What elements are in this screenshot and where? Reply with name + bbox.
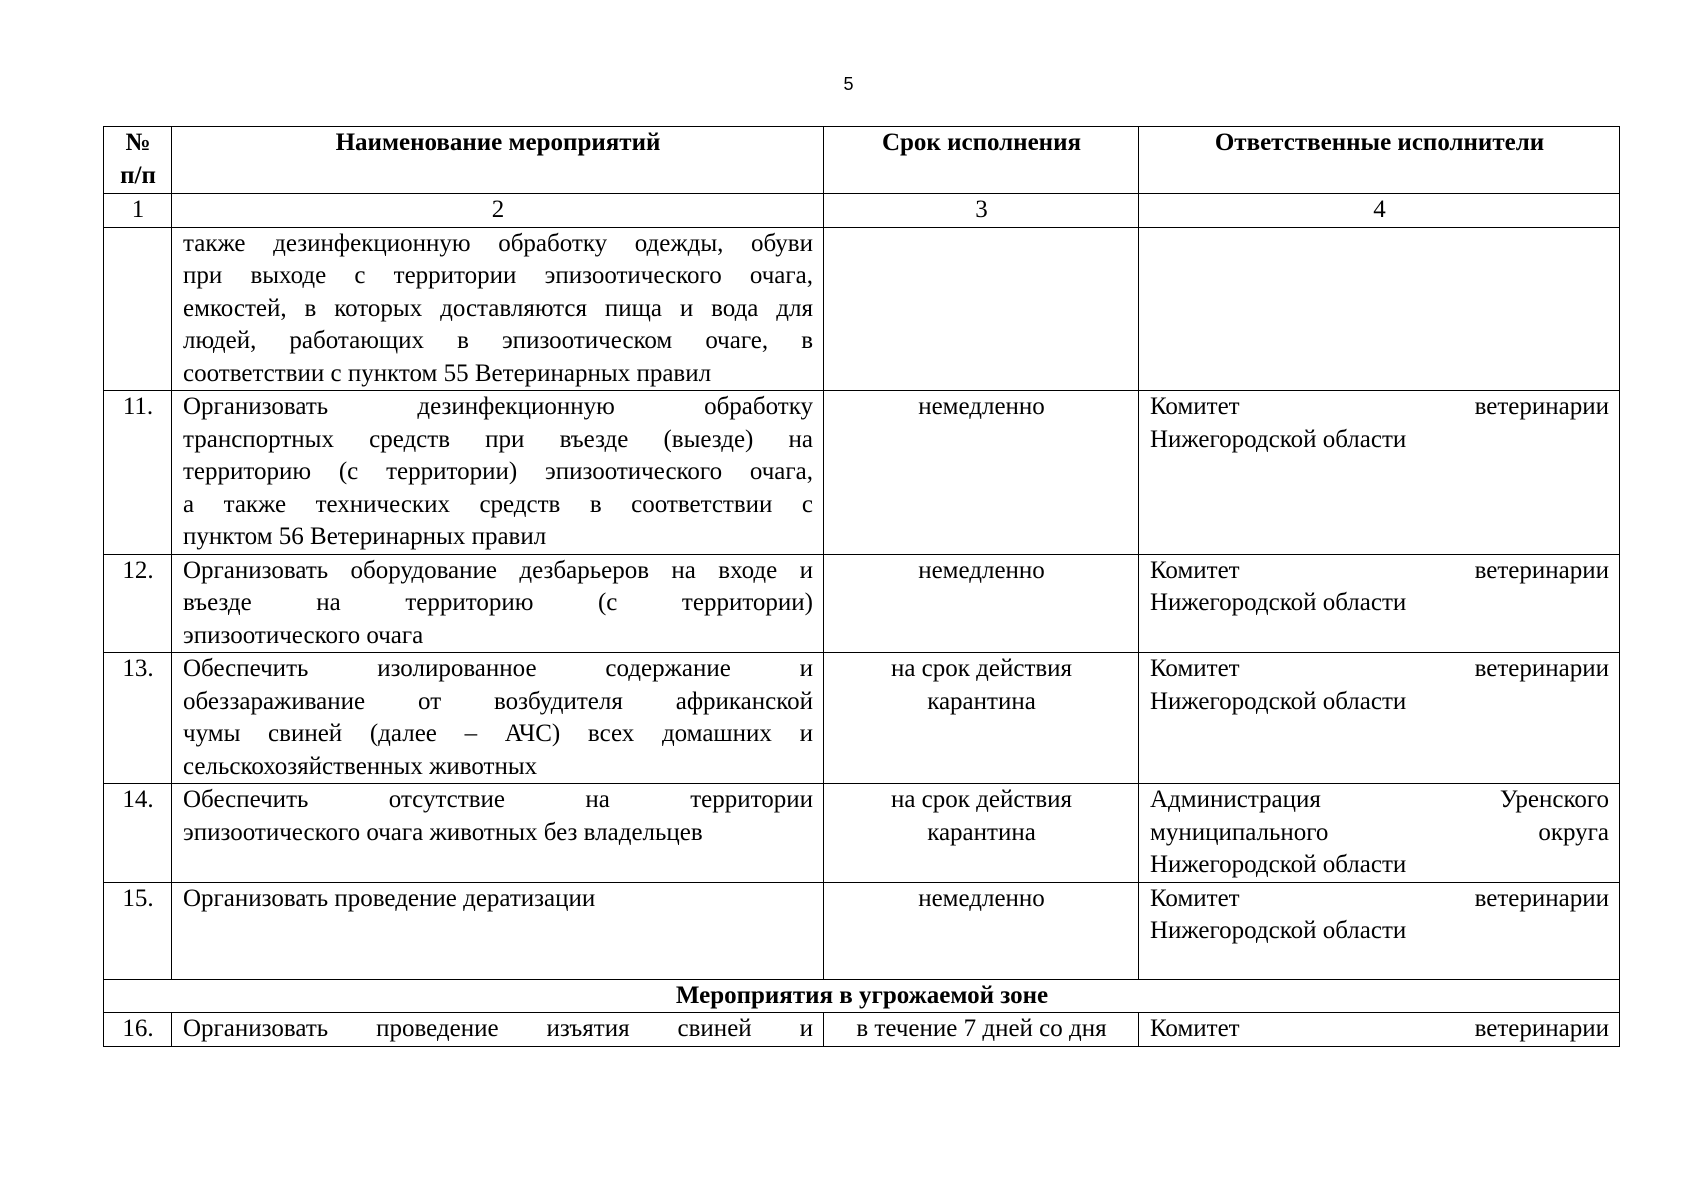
measure-name xyxy=(172,784,824,883)
row-number: 11. xyxy=(104,391,172,555)
deadline: немедленно xyxy=(824,391,1139,555)
table-row xyxy=(104,554,1620,653)
responsible-executors xyxy=(1139,784,1620,883)
row-number: 15. xyxy=(104,882,172,979)
header-name: Наименование мероприятий xyxy=(172,127,824,194)
deadline: немедленно xyxy=(824,554,1139,653)
measure-name-line: а также технических средств в соответствии с xyxy=(183,490,813,518)
responsible-executors-line: Нижегородской области xyxy=(1150,687,1407,715)
measure-name xyxy=(172,227,824,391)
section-row xyxy=(104,979,1620,1013)
row-number: 14. xyxy=(104,784,172,883)
responsible-executors xyxy=(1139,882,1620,979)
measure-name-line: Организовать проведение изъятия свиней и xyxy=(183,1015,813,1042)
responsible-executors-line: Нижегородской области xyxy=(1150,589,1407,616)
responsible-executors-line: Нижегородской области xyxy=(1150,425,1407,453)
responsible-executors xyxy=(1139,227,1620,391)
measure-name-line: эпизоотического очага животных без владельцев xyxy=(183,818,703,846)
measure-name-line: емкостей, в которых доставляются пища и вода для xyxy=(183,294,813,322)
measure-name xyxy=(172,882,824,979)
header-term: Срок исполнения xyxy=(824,127,1139,194)
measure-name-line: въезде на территорию (с территории) xyxy=(183,589,813,616)
column-number: 4 xyxy=(1139,194,1620,228)
measure-name-line: при выходе с территории эпизоотического очага, xyxy=(183,262,813,289)
table-row xyxy=(104,391,1620,555)
row-number: 16. xyxy=(104,1013,172,1047)
deadline: на срок действия карантина xyxy=(824,784,1139,883)
table-row xyxy=(104,653,1620,784)
column-number: 1 xyxy=(104,194,172,228)
measure-name-line: Обеспечить отсутствие на территории xyxy=(183,786,813,813)
responsible-executors xyxy=(1139,391,1620,555)
table-row xyxy=(104,784,1620,883)
deadline: в течение 7 дней со дня xyxy=(824,1013,1139,1047)
table-row xyxy=(104,1013,1620,1047)
measure-name-line: чумы свиней (далее – АЧС) всех домашних и xyxy=(183,720,813,747)
measure-name xyxy=(172,554,824,653)
page-number: 5 xyxy=(843,74,854,94)
responsible-executors-line: Комитет ветеринарии xyxy=(1150,884,1609,912)
table-body xyxy=(104,227,1620,1046)
measure-name-line: Обеспечить изолированное содержание и xyxy=(183,655,813,682)
row-number: 13. xyxy=(104,653,172,784)
measure-name-line: транспортных средств при въезде (выезде) на xyxy=(183,425,813,453)
measure-name-line: Организовать проведение дератизации xyxy=(183,884,596,912)
table-row xyxy=(104,882,1620,979)
responsible-executors xyxy=(1139,554,1620,653)
section-title: Мероприятия в угрожаемой зоне xyxy=(104,979,1620,1013)
responsible-executors xyxy=(1139,1013,1620,1047)
responsible-executors xyxy=(1139,653,1620,784)
measure-name-line: эпизоотического очага xyxy=(183,621,424,649)
row-number: 12. xyxy=(104,554,172,653)
measure-name-line: Организовать оборудование дезбарьеров на входе и xyxy=(183,556,813,584)
measure-name xyxy=(172,1013,824,1047)
responsible-executors-line: Комитет ветеринарии xyxy=(1150,1015,1609,1042)
header-num: № п/п xyxy=(104,127,172,194)
measures-table xyxy=(103,126,1620,1047)
column-number: 3 xyxy=(824,194,1139,228)
column-numbers-row xyxy=(104,194,1620,228)
measure-name-line: соответствии с пунктом 55 Ветеринарных правил xyxy=(183,359,712,387)
responsible-executors-line: Нижегородской области xyxy=(1150,917,1407,944)
measure-name-line: людей, работающих в эпизоотическом очаге, в xyxy=(183,327,813,354)
table-header-row xyxy=(104,127,1620,194)
column-number: 2 xyxy=(172,194,824,228)
measure-name-line: обеззараживание от возбудителя африканской xyxy=(183,687,813,715)
responsible-executors-line: Комитет ветеринарии xyxy=(1150,393,1609,420)
measure-name-line: также дезинфекционную обработку одежды, обуви xyxy=(183,229,813,257)
measure-name-line: пунктом 56 Ветеринарных правил xyxy=(183,523,547,550)
responsible-executors-line: муниципального округа xyxy=(1150,818,1609,846)
measure-name xyxy=(172,653,824,784)
deadline: немедленно xyxy=(824,882,1139,979)
header-responsible: Ответственные исполнители xyxy=(1139,127,1620,194)
responsible-executors-line: Нижегородской области xyxy=(1150,851,1407,878)
responsible-executors-line: Комитет ветеринарии xyxy=(1150,655,1609,682)
deadline xyxy=(824,227,1139,391)
deadline: на срок действия карантина xyxy=(824,653,1139,784)
measure-name xyxy=(172,391,824,555)
responsible-executors-line: Комитет ветеринарии xyxy=(1150,556,1609,584)
measure-name-line: территорию (с территории) эпизоотического очага, xyxy=(183,458,813,485)
responsible-executors-line: Администрация Уренского xyxy=(1150,786,1609,813)
table-row xyxy=(104,227,1620,391)
measure-name-line: сельскохозяйственных животных xyxy=(183,752,538,780)
row-number xyxy=(104,227,172,391)
measure-name-line: Организовать дезинфекционную обработку xyxy=(183,393,813,420)
